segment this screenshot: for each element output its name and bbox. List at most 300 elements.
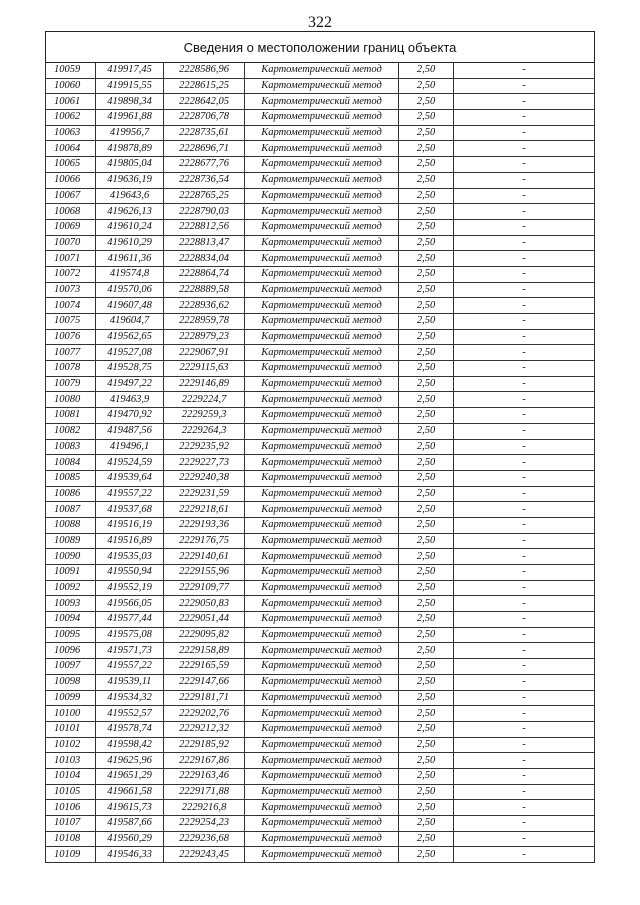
x-coordinate-cell: 419626,13 <box>96 204 164 220</box>
y-coordinate-cell: 2229254,23 <box>164 816 245 832</box>
x-coordinate-cell: 419560,29 <box>96 831 164 847</box>
y-coordinate-cell: 2228813,47 <box>164 235 245 251</box>
table-row <box>46 612 595 628</box>
description-cell: - <box>454 565 595 581</box>
table-row <box>46 768 595 784</box>
method-cell: Картометрический метод <box>245 455 399 471</box>
y-coordinate-cell: 2229231,59 <box>164 486 245 502</box>
point-id-cell: 10061 <box>46 94 96 110</box>
method-cell: Картометрический метод <box>245 565 399 581</box>
accuracy-cell: 2,50 <box>399 251 454 267</box>
method-cell: Картометрический метод <box>245 314 399 330</box>
accuracy-cell: 2,50 <box>399 753 454 769</box>
description-cell: - <box>454 596 595 612</box>
x-coordinate-cell: 419636,19 <box>96 172 164 188</box>
description-cell: - <box>454 251 595 267</box>
method-cell: Картометрический метод <box>245 298 399 314</box>
accuracy-cell: 2,50 <box>399 533 454 549</box>
method-cell: Картометрический метод <box>245 816 399 832</box>
method-cell: Картометрический метод <box>245 517 399 533</box>
y-coordinate-cell: 2229171,88 <box>164 784 245 800</box>
y-coordinate-cell: 2229240,38 <box>164 470 245 486</box>
point-id-cell: 10059 <box>46 63 96 79</box>
x-coordinate-cell: 419625,96 <box>96 753 164 769</box>
description-cell: - <box>454 533 595 549</box>
method-cell: Картометрический метод <box>245 800 399 816</box>
table-row <box>46 470 595 486</box>
y-coordinate-cell: 2229259,3 <box>164 408 245 424</box>
accuracy-cell: 2,50 <box>399 768 454 784</box>
accuracy-cell: 2,50 <box>399 329 454 345</box>
method-cell: Картометрический метод <box>245 721 399 737</box>
table-row <box>46 627 595 643</box>
y-coordinate-cell: 2228706,78 <box>164 110 245 126</box>
method-cell: Картометрический метод <box>245 737 399 753</box>
table-row <box>46 361 595 377</box>
accuracy-cell: 2,50 <box>399 580 454 596</box>
point-id-cell: 10066 <box>46 172 96 188</box>
description-cell: - <box>454 690 595 706</box>
description-cell: - <box>454 643 595 659</box>
x-coordinate-cell: 419528,75 <box>96 361 164 377</box>
x-coordinate-cell: 419496,1 <box>96 439 164 455</box>
accuracy-cell: 2,50 <box>399 157 454 173</box>
description-cell: - <box>454 721 595 737</box>
point-id-cell: 10064 <box>46 141 96 157</box>
x-coordinate-cell: 419610,29 <box>96 235 164 251</box>
method-cell: Картометрический метод <box>245 423 399 439</box>
x-coordinate-cell: 419878,89 <box>96 141 164 157</box>
description-cell: - <box>454 63 595 79</box>
point-id-cell: 10097 <box>46 659 96 675</box>
method-cell: Картометрический метод <box>245 486 399 502</box>
table-row <box>46 502 595 518</box>
accuracy-cell: 2,50 <box>399 94 454 110</box>
y-coordinate-cell: 2229227,73 <box>164 455 245 471</box>
accuracy-cell: 2,50 <box>399 784 454 800</box>
table-row <box>46 690 595 706</box>
method-cell: Картометрический метод <box>245 627 399 643</box>
y-coordinate-cell: 2229163,46 <box>164 768 245 784</box>
accuracy-cell: 2,50 <box>399 219 454 235</box>
table-row <box>46 659 595 675</box>
point-id-cell: 10109 <box>46 847 96 863</box>
y-coordinate-cell: 2228696,71 <box>164 141 245 157</box>
x-coordinate-cell: 419552,19 <box>96 580 164 596</box>
table-row <box>46 674 595 690</box>
description-cell: - <box>454 470 595 486</box>
accuracy-cell: 2,50 <box>399 674 454 690</box>
point-id-cell: 10077 <box>46 345 96 361</box>
description-cell: - <box>454 674 595 690</box>
x-coordinate-cell: 419470,92 <box>96 408 164 424</box>
description-cell: - <box>454 517 595 533</box>
method-cell: Картометрический метод <box>245 847 399 863</box>
table-row <box>46 737 595 753</box>
point-id-cell: 10087 <box>46 502 96 518</box>
point-id-cell: 10081 <box>46 408 96 424</box>
table-row <box>46 298 595 314</box>
y-coordinate-cell: 2228889,58 <box>164 282 245 298</box>
table-row <box>46 94 595 110</box>
point-id-cell: 10108 <box>46 831 96 847</box>
accuracy-cell: 2,50 <box>399 455 454 471</box>
table-row <box>46 486 595 502</box>
method-cell: Картометрический метод <box>245 345 399 361</box>
table-row <box>46 596 595 612</box>
table-row <box>46 643 595 659</box>
accuracy-cell: 2,50 <box>399 502 454 518</box>
x-coordinate-cell: 419487,56 <box>96 423 164 439</box>
accuracy-cell: 2,50 <box>399 627 454 643</box>
y-coordinate-cell: 2229235,92 <box>164 439 245 455</box>
accuracy-cell: 2,50 <box>399 816 454 832</box>
description-cell: - <box>454 847 595 863</box>
x-coordinate-cell: 419610,24 <box>96 219 164 235</box>
description-cell: - <box>454 266 595 282</box>
description-cell: - <box>454 800 595 816</box>
point-id-cell: 10070 <box>46 235 96 251</box>
accuracy-cell: 2,50 <box>399 486 454 502</box>
y-coordinate-cell: 2228864,74 <box>164 266 245 282</box>
table-row <box>46 63 595 79</box>
accuracy-cell: 2,50 <box>399 439 454 455</box>
description-cell: - <box>454 141 595 157</box>
y-coordinate-cell: 2228959,78 <box>164 314 245 330</box>
description-cell: - <box>454 784 595 800</box>
point-id-cell: 10092 <box>46 580 96 596</box>
method-cell: Картометрический метод <box>245 674 399 690</box>
accuracy-cell: 2,50 <box>399 800 454 816</box>
point-id-cell: 10072 <box>46 266 96 282</box>
method-cell: Картометрический метод <box>245 188 399 204</box>
point-id-cell: 10079 <box>46 376 96 392</box>
method-cell: Картометрический метод <box>245 612 399 628</box>
method-cell: Картометрический метод <box>245 706 399 722</box>
accuracy-cell: 2,50 <box>399 314 454 330</box>
description-cell: - <box>454 157 595 173</box>
method-cell: Картометрический метод <box>245 470 399 486</box>
y-coordinate-cell: 2229202,76 <box>164 706 245 722</box>
y-coordinate-cell: 2228834,04 <box>164 251 245 267</box>
description-cell: - <box>454 423 595 439</box>
description-cell: - <box>454 455 595 471</box>
y-coordinate-cell: 2228790,03 <box>164 204 245 220</box>
table-row <box>46 125 595 141</box>
y-coordinate-cell: 2228979,23 <box>164 329 245 345</box>
x-coordinate-cell: 419463,9 <box>96 392 164 408</box>
accuracy-cell: 2,50 <box>399 721 454 737</box>
table-row <box>46 455 595 471</box>
point-id-cell: 10103 <box>46 753 96 769</box>
x-coordinate-cell: 419516,89 <box>96 533 164 549</box>
description-cell: - <box>454 314 595 330</box>
accuracy-cell: 2,50 <box>399 172 454 188</box>
table-row <box>46 266 595 282</box>
x-coordinate-cell: 419516,19 <box>96 517 164 533</box>
x-coordinate-cell: 419552,57 <box>96 706 164 722</box>
description-cell: - <box>454 204 595 220</box>
table-row <box>46 376 595 392</box>
y-coordinate-cell: 2228736,54 <box>164 172 245 188</box>
y-coordinate-cell: 2229051,44 <box>164 612 245 628</box>
y-coordinate-cell: 2228812,56 <box>164 219 245 235</box>
method-cell: Картометрический метод <box>245 580 399 596</box>
y-coordinate-cell: 2228642,05 <box>164 94 245 110</box>
description-cell: - <box>454 408 595 424</box>
method-cell: Картометрический метод <box>245 690 399 706</box>
description-cell: - <box>454 768 595 784</box>
y-coordinate-cell: 2228765,25 <box>164 188 245 204</box>
description-cell: - <box>454 753 595 769</box>
accuracy-cell: 2,50 <box>399 596 454 612</box>
accuracy-cell: 2,50 <box>399 110 454 126</box>
table-row <box>46 721 595 737</box>
method-cell: Картометрический метод <box>245 94 399 110</box>
point-id-cell: 10076 <box>46 329 96 345</box>
point-id-cell: 10067 <box>46 188 96 204</box>
description-cell: - <box>454 580 595 596</box>
x-coordinate-cell: 419607,48 <box>96 298 164 314</box>
point-id-cell: 10074 <box>46 298 96 314</box>
x-coordinate-cell: 419557,22 <box>96 486 164 502</box>
table-row <box>46 157 595 173</box>
description-cell: - <box>454 392 595 408</box>
description-cell: - <box>454 816 595 832</box>
table-title: Сведения о местоположении границ объекта <box>46 32 595 63</box>
y-coordinate-cell: 2228586,96 <box>164 63 245 79</box>
accuracy-cell: 2,50 <box>399 392 454 408</box>
method-cell: Картометрический метод <box>245 392 399 408</box>
y-coordinate-cell: 2229181,71 <box>164 690 245 706</box>
accuracy-cell: 2,50 <box>399 408 454 424</box>
table-row <box>46 345 595 361</box>
y-coordinate-cell: 2229146,89 <box>164 376 245 392</box>
table-row <box>46 800 595 816</box>
x-coordinate-cell: 419615,73 <box>96 800 164 816</box>
accuracy-cell: 2,50 <box>399 517 454 533</box>
method-cell: Картометрический метод <box>245 157 399 173</box>
point-id-cell: 10062 <box>46 110 96 126</box>
point-id-cell: 10107 <box>46 816 96 832</box>
point-id-cell: 10071 <box>46 251 96 267</box>
y-coordinate-cell: 2229050,83 <box>164 596 245 612</box>
accuracy-cell: 2,50 <box>399 63 454 79</box>
point-id-cell: 10065 <box>46 157 96 173</box>
point-id-cell: 10083 <box>46 439 96 455</box>
method-cell: Картометрический метод <box>245 376 399 392</box>
table-row <box>46 816 595 832</box>
accuracy-cell: 2,50 <box>399 188 454 204</box>
accuracy-cell: 2,50 <box>399 423 454 439</box>
y-coordinate-cell: 2229193,36 <box>164 517 245 533</box>
x-coordinate-cell: 419574,8 <box>96 266 164 282</box>
y-coordinate-cell: 2229185,92 <box>164 737 245 753</box>
description-cell: - <box>454 235 595 251</box>
x-coordinate-cell: 419539,11 <box>96 674 164 690</box>
x-coordinate-cell: 419535,03 <box>96 549 164 565</box>
point-id-cell: 10088 <box>46 517 96 533</box>
x-coordinate-cell: 419562,65 <box>96 329 164 345</box>
table-row <box>46 753 595 769</box>
method-cell: Картометрический метод <box>245 408 399 424</box>
table-row <box>46 172 595 188</box>
x-coordinate-cell: 419571,73 <box>96 643 164 659</box>
description-cell: - <box>454 345 595 361</box>
description-cell: - <box>454 94 595 110</box>
point-id-cell: 10075 <box>46 314 96 330</box>
description-cell: - <box>454 831 595 847</box>
method-cell: Картометрический метод <box>245 768 399 784</box>
table-row <box>46 235 595 251</box>
description-cell: - <box>454 549 595 565</box>
y-coordinate-cell: 2229167,86 <box>164 753 245 769</box>
x-coordinate-cell: 419577,44 <box>96 612 164 628</box>
x-coordinate-cell: 419805,04 <box>96 157 164 173</box>
point-id-cell: 10060 <box>46 78 96 94</box>
point-id-cell: 10096 <box>46 643 96 659</box>
x-coordinate-cell: 419550,94 <box>96 565 164 581</box>
y-coordinate-cell: 2229218,61 <box>164 502 245 518</box>
method-cell: Картометрический метод <box>245 172 399 188</box>
y-coordinate-cell: 2229176,75 <box>164 533 245 549</box>
method-cell: Картометрический метод <box>245 831 399 847</box>
table-row <box>46 219 595 235</box>
description-cell: - <box>454 125 595 141</box>
point-id-cell: 10102 <box>46 737 96 753</box>
x-coordinate-cell: 419566,05 <box>96 596 164 612</box>
y-coordinate-cell: 2229165,59 <box>164 659 245 675</box>
description-cell: - <box>454 737 595 753</box>
method-cell: Картометрический метод <box>245 282 399 298</box>
x-coordinate-cell: 419915,55 <box>96 78 164 94</box>
accuracy-cell: 2,50 <box>399 78 454 94</box>
y-coordinate-cell: 2229067,91 <box>164 345 245 361</box>
point-id-cell: 10089 <box>46 533 96 549</box>
method-cell: Картометрический метод <box>245 78 399 94</box>
description-cell: - <box>454 659 595 675</box>
x-coordinate-cell: 419643,6 <box>96 188 164 204</box>
accuracy-cell: 2,50 <box>399 737 454 753</box>
accuracy-cell: 2,50 <box>399 266 454 282</box>
y-coordinate-cell: 2229224,7 <box>164 392 245 408</box>
table-row <box>46 314 595 330</box>
x-coordinate-cell: 419604,7 <box>96 314 164 330</box>
point-id-cell: 10086 <box>46 486 96 502</box>
point-id-cell: 10073 <box>46 282 96 298</box>
table-row <box>46 565 595 581</box>
x-coordinate-cell: 419578,74 <box>96 721 164 737</box>
table-row <box>46 188 595 204</box>
accuracy-cell: 2,50 <box>399 847 454 863</box>
description-cell: - <box>454 706 595 722</box>
point-id-cell: 10094 <box>46 612 96 628</box>
table-row <box>46 784 595 800</box>
accuracy-cell: 2,50 <box>399 470 454 486</box>
point-id-cell: 10082 <box>46 423 96 439</box>
description-cell: - <box>454 172 595 188</box>
point-id-cell: 10091 <box>46 565 96 581</box>
y-coordinate-cell: 2229140,61 <box>164 549 245 565</box>
accuracy-cell: 2,50 <box>399 235 454 251</box>
point-id-cell: 10084 <box>46 455 96 471</box>
x-coordinate-cell: 419898,34 <box>96 94 164 110</box>
table-row <box>46 847 595 863</box>
point-id-cell: 10100 <box>46 706 96 722</box>
accuracy-cell: 2,50 <box>399 282 454 298</box>
method-cell: Картометрический метод <box>245 439 399 455</box>
description-cell: - <box>454 627 595 643</box>
y-coordinate-cell: 2229147,66 <box>164 674 245 690</box>
accuracy-cell: 2,50 <box>399 831 454 847</box>
point-id-cell: 10085 <box>46 470 96 486</box>
description-cell: - <box>454 376 595 392</box>
accuracy-cell: 2,50 <box>399 361 454 377</box>
point-id-cell: 10104 <box>46 768 96 784</box>
table-row <box>46 78 595 94</box>
y-coordinate-cell: 2229155,96 <box>164 565 245 581</box>
x-coordinate-cell: 419917,45 <box>96 63 164 79</box>
y-coordinate-cell: 2228615,25 <box>164 78 245 94</box>
y-coordinate-cell: 2229243,45 <box>164 847 245 863</box>
point-id-cell: 10093 <box>46 596 96 612</box>
description-cell: - <box>454 361 595 377</box>
table-row <box>46 110 595 126</box>
x-coordinate-cell: 419537,68 <box>96 502 164 518</box>
method-cell: Картометрический метод <box>245 63 399 79</box>
y-coordinate-cell: 2229158,89 <box>164 643 245 659</box>
accuracy-cell: 2,50 <box>399 345 454 361</box>
method-cell: Картометрический метод <box>245 141 399 157</box>
y-coordinate-cell: 2229095,82 <box>164 627 245 643</box>
table-row <box>46 580 595 596</box>
accuracy-cell: 2,50 <box>399 141 454 157</box>
boundary-coordinates-table <box>45 31 595 863</box>
description-cell: - <box>454 219 595 235</box>
page-number: 322 <box>308 14 332 31</box>
accuracy-cell: 2,50 <box>399 643 454 659</box>
x-coordinate-cell: 419575,08 <box>96 627 164 643</box>
table-row <box>46 706 595 722</box>
table-row <box>46 204 595 220</box>
description-cell: - <box>454 282 595 298</box>
y-coordinate-cell: 2229236,68 <box>164 831 245 847</box>
x-coordinate-cell: 419661,58 <box>96 784 164 800</box>
accuracy-cell: 2,50 <box>399 706 454 722</box>
y-coordinate-cell: 2229216,8 <box>164 800 245 816</box>
method-cell: Картометрический метод <box>245 251 399 267</box>
x-coordinate-cell: 419651,29 <box>96 768 164 784</box>
table-row <box>46 329 595 345</box>
y-coordinate-cell: 2228936,62 <box>164 298 245 314</box>
accuracy-cell: 2,50 <box>399 690 454 706</box>
method-cell: Картометрический метод <box>245 502 399 518</box>
table-row <box>46 831 595 847</box>
point-id-cell: 10069 <box>46 219 96 235</box>
accuracy-cell: 2,50 <box>399 298 454 314</box>
method-cell: Картометрический метод <box>245 329 399 345</box>
accuracy-cell: 2,50 <box>399 204 454 220</box>
method-cell: Картометрический метод <box>245 643 399 659</box>
table-body <box>46 63 595 863</box>
point-id-cell: 10095 <box>46 627 96 643</box>
accuracy-cell: 2,50 <box>399 549 454 565</box>
method-cell: Картометрический метод <box>245 361 399 377</box>
x-coordinate-cell: 419539,64 <box>96 470 164 486</box>
point-id-cell: 10063 <box>46 125 96 141</box>
point-id-cell: 10080 <box>46 392 96 408</box>
method-cell: Картометрический метод <box>245 659 399 675</box>
